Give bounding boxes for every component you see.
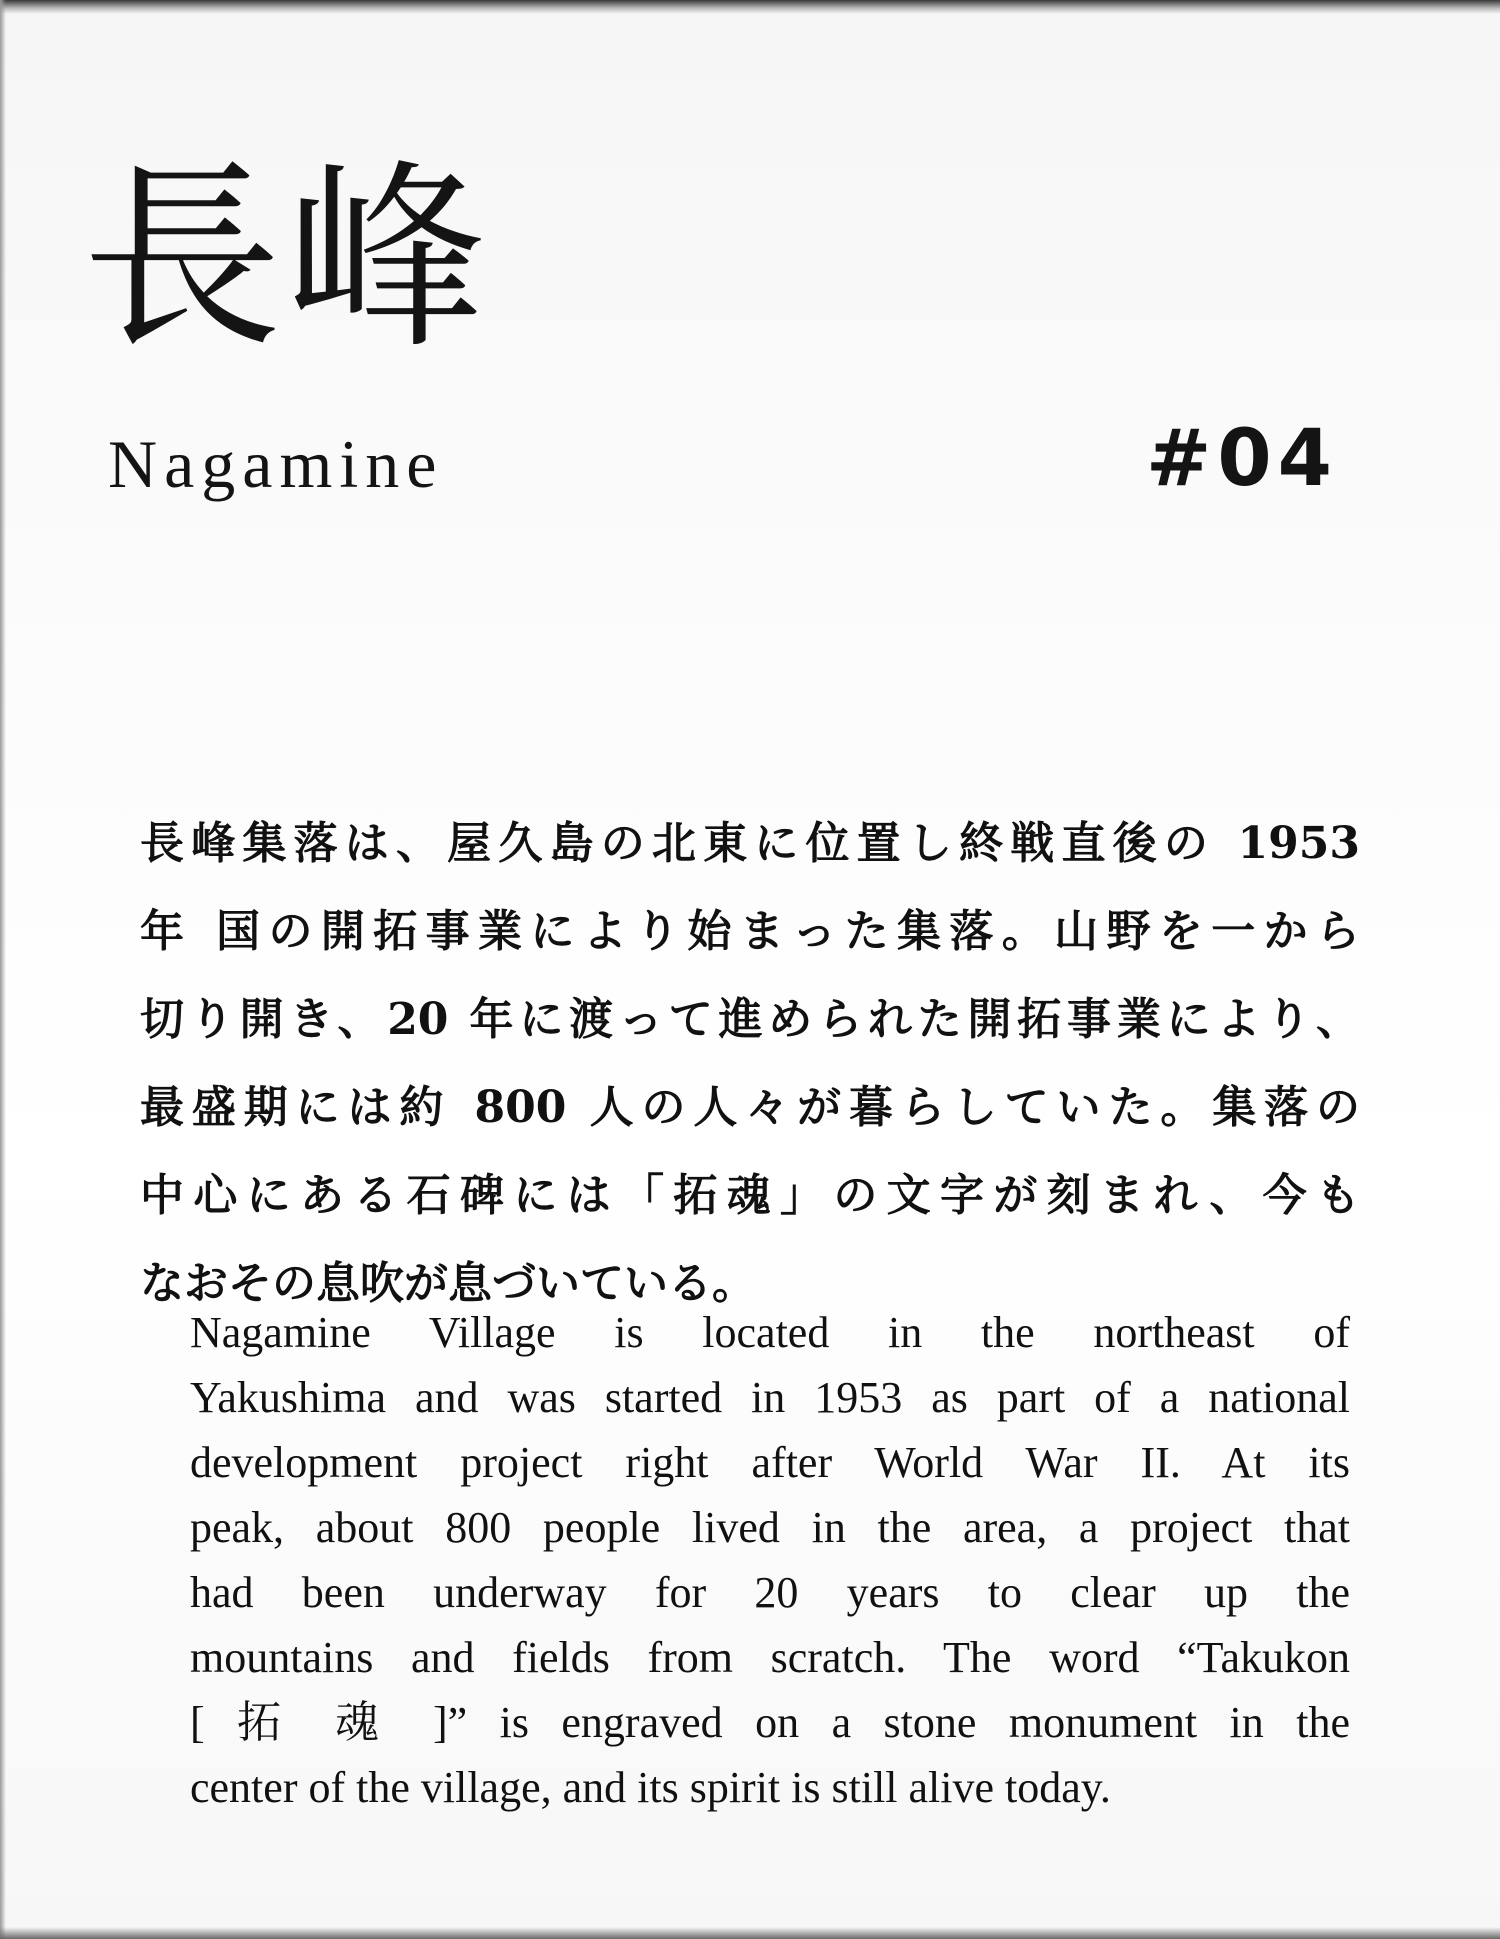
description-english-line: mountains and fields from scratch. The word “Takukon <box>190 1633 1350 1682</box>
description-english-line: peak, about 800 people lived in the area, a project that <box>190 1503 1350 1552</box>
page-title-japanese: 長峰 <box>82 143 491 376</box>
sign-number: #04 <box>1146 414 1338 504</box>
page-title-english: Nagamine <box>108 426 444 502</box>
description-english-line: had been underway for 20 years to clear up the <box>190 1568 1350 1617</box>
description-english-line: development project right after World War II. At its <box>190 1438 1350 1487</box>
description-english-line: Nagamine Village is located in the northeast of <box>190 1308 1350 1357</box>
description-english-line: [ 拓 魂 ]” is engraved on a stone monument in the <box>190 1698 1350 1747</box>
description-japanese-line: 切り開き、20 年に渡って進められた開拓事業により、 <box>140 994 1360 1045</box>
description-english-line: center of the village, and its spirit is still alive today. <box>190 1763 1111 1812</box>
description-english <box>190 1300 1350 1820</box>
description-japanese-line: なおその息吹が息づいている。 <box>140 1258 756 1309</box>
description-english-line: Yakushima and was started in 1953 as part of a national <box>190 1373 1350 1422</box>
sign-edge-shadow <box>0 0 6 1939</box>
description-japanese-line: 最盛期には約 800 人の人々が暮らしていた。集落の <box>140 1082 1360 1133</box>
description-japanese-line: 中心にある石碑には「拓魂」の文字が刻まれ、今も <box>140 1170 1360 1221</box>
description-japanese-line: 長峰集落は、屋久島の北東に位置し終戦直後の 1953 <box>140 818 1360 869</box>
description-japanese-line: 年 国の開拓事業により始まった集落。山野を一から <box>140 906 1360 957</box>
description-japanese <box>140 800 1360 1328</box>
